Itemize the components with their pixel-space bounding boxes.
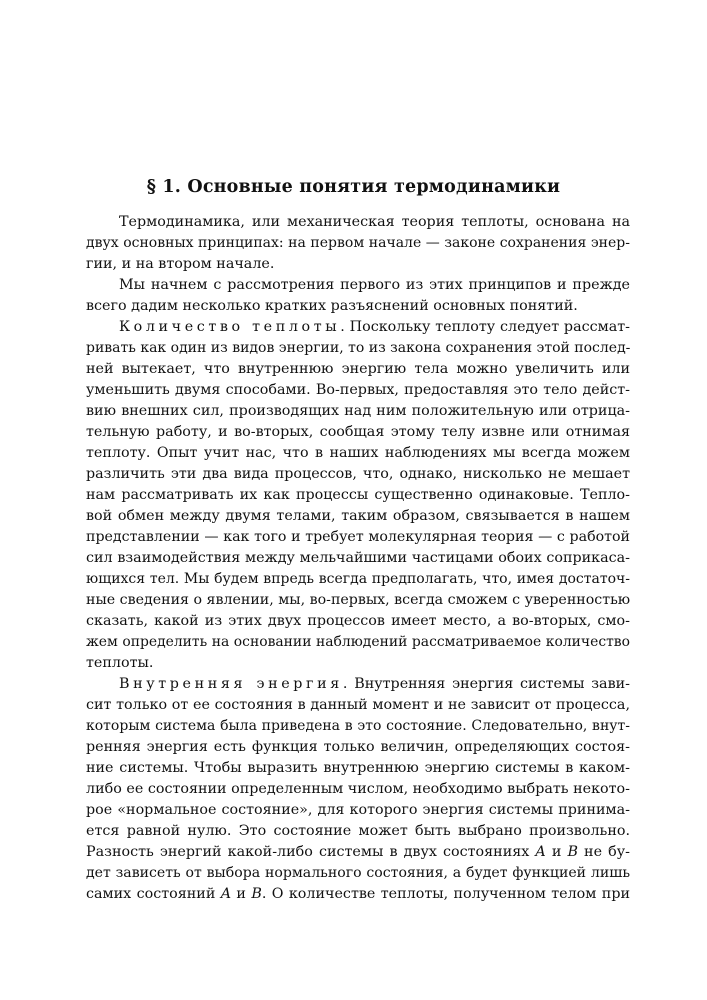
text-line: ные сведения о явлении, мы, во-первых, всегда сможем с уверенностью xyxy=(86,592,631,608)
text-line: Мы начнем с рассмотрения первого из этих принципов и прежде xyxy=(119,277,630,293)
text-line: всего дадим несколько кратких разъяснений основных понятий. xyxy=(86,298,578,314)
body-text xyxy=(86,212,630,905)
text-line: самих состояний A и B. О количестве теплоты, полученном телом при xyxy=(86,886,630,902)
text-line: тельную работу, и во-вторых, сообщая этому телу извне или отнимая xyxy=(86,424,630,440)
text-line: сказать, какой из этих двух процессов имеет место, а во-вторых, смо- xyxy=(86,613,630,629)
text-line: сил взаимодействия между мельчайшими частицами обоих соприкаса- xyxy=(86,550,630,566)
text-line: вой обмен между двумя телами, таким образом, связывается в нашем xyxy=(86,508,630,524)
text-line: Разность энергий какой-либо системы в двух состояниях A и B не бу- xyxy=(86,844,630,860)
text-line: различить эти два вида процессов, что, однако, нисколько не мешает xyxy=(86,466,630,482)
term-internal-energy: Внутренняя энергия xyxy=(119,676,343,692)
math-var-b: B xyxy=(567,844,578,860)
section-number: § 1. xyxy=(146,177,182,197)
text-line: двух основных принципах: на первом начале — законе сохранения энер- xyxy=(86,235,630,251)
text-line: ней вытекает, что внутреннюю энергию тела можно увеличить или xyxy=(86,361,630,377)
text-line: ривать как один из видов энергии, то из закона сохранения этой послед- xyxy=(86,340,631,356)
text-line: теплоты. xyxy=(86,655,154,671)
text-line: дет зависеть от выбора нормального состояния, а будет функцией лишь xyxy=(86,865,630,881)
text-line: ется равной нулю. Это состояние может быть выбрано произвольно. xyxy=(86,823,630,839)
text-line: вию внешних сил, производящих над ним положительную или отрица- xyxy=(86,403,630,419)
section-title: Основные понятия термодинамики xyxy=(187,177,561,197)
text-line: рое «нормальное состояние», для которого энергия системы принима- xyxy=(86,802,630,818)
text-line: гии, и на втором начале. xyxy=(86,256,275,272)
math-var-b: B xyxy=(251,886,262,902)
text-line: которым система была приведена в это состояние. Следовательно, внут- xyxy=(86,718,630,734)
text-line: Количество теплоты. Поскольку теплоту следует рассмат- xyxy=(119,319,630,335)
text-line: жем определить на основании наблюдений рассматриваемое количество xyxy=(86,634,630,650)
text-line: теплоту. Опыт учит нас, что в наших наблюдениях мы всегда можем xyxy=(86,445,630,461)
text-line: уменьшить двумя способами. Во-первых, предоставляя это тело дейст- xyxy=(86,382,630,398)
text-line: Внутренняя энергия. Внутренняя энергия системы зави- xyxy=(119,676,630,692)
text-line: ющихся тел. Мы будем впредь всегда предполагать, что, имея достаточ- xyxy=(86,571,630,587)
text-line: нам рассматривать их как процессы существенно одинаковые. Тепло- xyxy=(86,487,630,503)
text-line: представлении — как того и требует молекулярная теория — с работой xyxy=(86,529,630,545)
text-line: ренняя энергия есть функция только величин, определяющих состоя- xyxy=(86,739,630,755)
section-heading xyxy=(0,177,707,197)
text-line: либо ее состоянии определенным числом, необходимо выбрать некото- xyxy=(86,781,630,797)
text-line: ние системы. Чтобы выразить внутреннюю энергию системы в каком- xyxy=(86,760,630,776)
text-line: сит только от ее состояния в данный момент и не зависит от процесса, xyxy=(86,697,630,713)
math-var-a: A xyxy=(535,844,546,860)
math-var-a: A xyxy=(220,886,232,902)
text-line: Термодинамика, или механическая теория теплоты, основана на xyxy=(119,214,630,230)
term-heat-quantity: Количество теплоты xyxy=(119,319,341,335)
